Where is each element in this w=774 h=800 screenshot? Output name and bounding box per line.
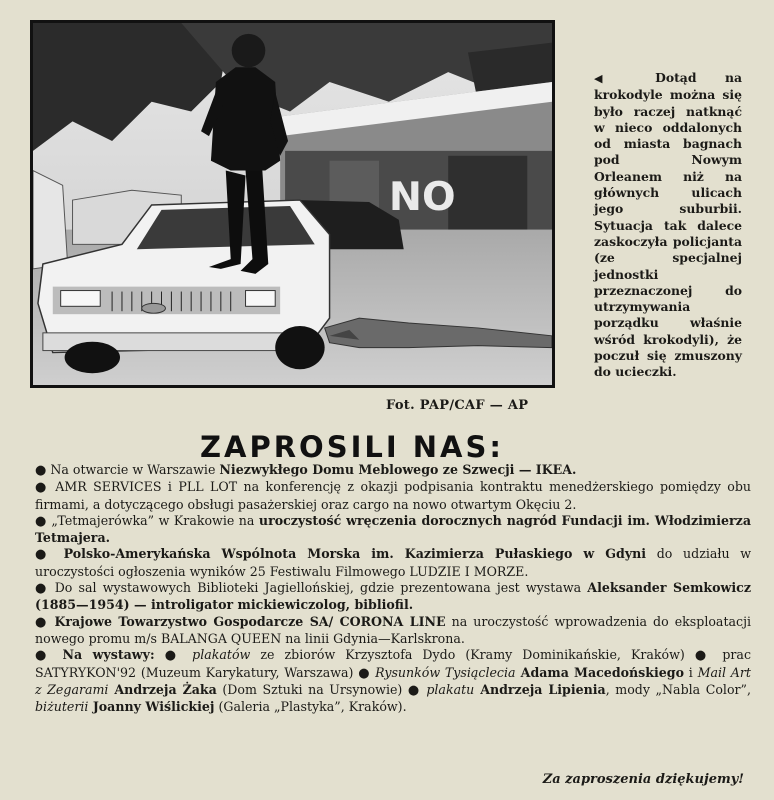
caption-marker-icon: ◀ — [594, 72, 627, 85]
bullet-icon: ● — [35, 463, 47, 478]
bullet-icon: ● — [407, 682, 421, 698]
bullet-icon: ● — [694, 648, 713, 664]
item-italic-text: biżuterii — [35, 699, 89, 715]
item-bold-text: Krajowe Towarzystwo Gospodarcze SA/ CORONA LINE — [54, 613, 446, 629]
bullet-icon: ● — [35, 648, 53, 664]
photo-caption — [594, 70, 742, 381]
list-item — [35, 462, 751, 479]
list-item — [35, 647, 751, 715]
item-italic-text: plakatu — [426, 681, 475, 697]
bullet-icon: ● — [35, 547, 53, 563]
store-sign-text: NO — [388, 173, 456, 220]
item-text: (Dom Sztuki na Ursynowie) — [216, 681, 408, 697]
bullet-icon: ● — [358, 665, 371, 681]
invitations-list — [35, 462, 751, 715]
bullet-icon: ● — [35, 513, 47, 529]
item-bold-text: Aleksander Semkowicz (1885—1954) — introligator mickiewiczolog, bibliofil. — [35, 580, 751, 613]
list-item — [35, 513, 751, 547]
list-item — [35, 546, 751, 580]
item-text: prac SATYRYKON'92 (Muzeum Karykatury, Warszawa) — [35, 647, 751, 680]
item-text: Do sal wystawowych Biblioteki Jagiellońskiej, gdzie prezentowana jest wystawa — [54, 580, 588, 596]
item-text: i — [684, 664, 698, 680]
item-bold-text: Niezwykłego Domu Meblowego ze Szwecji — IKEA. — [219, 462, 577, 477]
closing-thanks: Za zaproszenia dziękujemy! — [542, 772, 744, 787]
item-italic-text: Rysunków Tysiąclecia — [375, 664, 516, 680]
list-item — [35, 580, 751, 614]
item-bold-text: Na wystawy: — [62, 647, 155, 663]
item-text: „Tetmajerówka” w Krakowie na — [51, 512, 259, 528]
item-text: do udziału w uroczystości ogłoszenia wyników 25 Festiwalu Filmowego LUDZIE I MORZE. — [35, 546, 751, 579]
item-bold-text: Andrzeja Lipienia — [474, 681, 606, 697]
caption-text: Dotąd na krokodyle można się było raczej natknąć w nieco oddalonych od miasta bagnach pod Nowym Orleanem niż na głównych ulicach jego suburbii. Sytuacja tak dalece zaskoczyła policjanta (ze specjalnej jednostki przeznaczonej do utrzymywania porządku właśnie wśród krokodyli), że poczuł się zmuszony do ucieczki. — [594, 70, 742, 380]
item-bold-text: Joanny Wiślickiej — [88, 699, 215, 715]
list-item — [35, 614, 751, 648]
photo-scene — [33, 23, 552, 385]
list-item — [35, 479, 751, 513]
item-bold-text: Polsko-Amerykańska Wspólnota Morska im. Kazimierza Pułaskiego w Gdyni — [63, 546, 647, 562]
item-text: , mody „Nabla Color”, — [605, 681, 752, 697]
item-bold-text: Adama Macedońskiego — [515, 664, 685, 680]
item-text: Na otwarcie w Warszawie — [50, 462, 220, 477]
bullet-icon: ● — [35, 614, 49, 630]
bullet-icon: ● — [164, 648, 183, 664]
item-text: na uroczystość wprowadzenia do eksploatacji nowego promu m/s BALANGA QUEEN na linii Gdynia—Karlskrona. — [35, 613, 751, 646]
news-photo — [30, 20, 555, 388]
item-text: AMR SERVICES i PLL LOT na konferencję z okazji podpisania kontraktu menedżerskiego pomiędzy obu firmami, a dotyczącego obsługi pasażerskiej oraz cargo na nowo otwartym Okęciu 2. — [35, 479, 752, 512]
item-bold-text: uroczystość wręczenia dorocznych nagród Fundacji im. Włodzimierza Tetmajera. — [35, 512, 751, 546]
item-text: (Galeria „Plastyka”, Kraków). — [214, 699, 407, 715]
item-italic-text: plakatów — [192, 647, 251, 663]
bullet-icon: ● — [35, 480, 49, 496]
bullet-icon: ● — [35, 581, 49, 597]
item-italic-text: Mail Art z Zegarami — [35, 664, 751, 697]
item-bold-text: Andrzeja Żaka — [108, 681, 217, 697]
section-heading: ZAPROSILI NAS: — [200, 430, 504, 464]
photo-credit: Fot. PAP/CAF — AP — [386, 398, 529, 413]
item-text: ze zbiorów Krzysztofa Dydo (Kramy Dominikańskie, Kraków) — [250, 647, 695, 663]
